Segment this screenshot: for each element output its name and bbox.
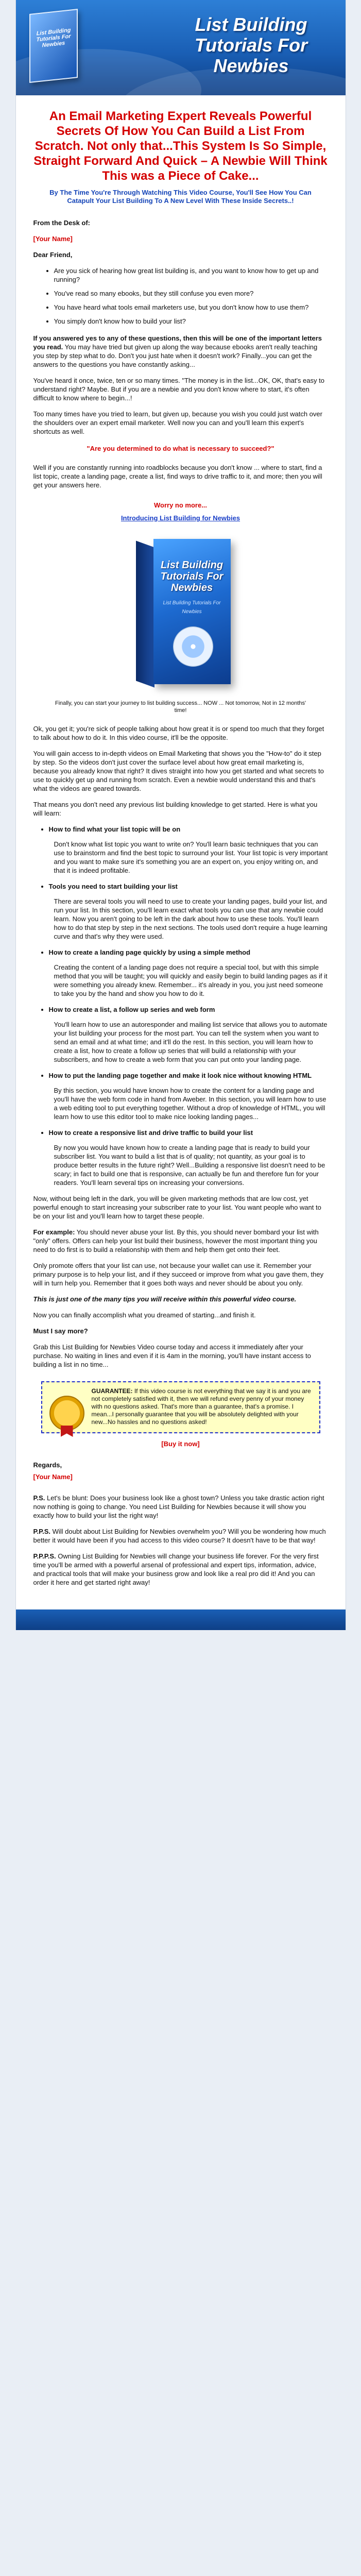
pps-paragraph	[33, 1527, 328, 1545]
finally-paragraph: Now you can finally accomplish what you dreamed of starting...and finish it.	[33, 1311, 256, 1319]
content	[16, 95, 346, 1609]
sales-letter	[15, 0, 346, 1630]
learning-item-title: • How to create a landing page quickly by using a simple method	[48, 948, 251, 956]
learning-item-title: • How to put the landing page together and make it look nice without knowing HTML	[48, 1072, 312, 1079]
ps-label: P.S.	[33, 1494, 45, 1502]
subheadline: By The Time You're Through Watching This Video Course, You'll See How You Can Catapult Your List Building To A New Level With These Inside Secrets..!	[49, 189, 312, 205]
learning-item	[49, 1071, 328, 1121]
buy-now-link[interactable]: [Buy it now]	[161, 1440, 200, 1448]
footer-strip	[16, 1609, 346, 1630]
example-paragraph	[33, 1228, 328, 1254]
learning-item	[49, 1005, 328, 1064]
must-say: Must I say more?	[33, 1327, 88, 1335]
header-banner	[16, 0, 346, 95]
header-product-box-label: List Building Tutorials For Newbies	[36, 27, 71, 49]
learning-item-desc: By now you would have known how to create a landing page that is ready to build your subscriber list. You want to build a list that is of quality; not quantity, as your goal is to produce better results in the future right? Well...Building a responsive list doesn't need to be scary; in fact to build one that is responsive, can actually be fun and therefore fun for your readers. You'll learn several tips on increasing your conversions.	[54, 1144, 325, 1187]
learning-item-desc: Don't know what list topic you want to write on? You'll learn basic techniques that you can use to brainstorm and find the best topic to surround your list. Your list topic is very important and you want to make sure it's something you are an expert on, you enjoy writing on, and that it is indeed profitable.	[54, 840, 328, 874]
one-tip-paragraph: This is just one of the many tips you will receive within this powerful video course.	[33, 1295, 297, 1303]
ps-text: Let's be blunt: Does your business look like a ghost town? Unless you take drastic action right now nothing is going to change. You need List Building for Newbies because it will show you exactly how to build your list the right way!	[33, 1494, 324, 1519]
product-title: List Building Tutorials For Newbies	[160, 560, 224, 594]
answer-rest: You may have tried but given up along the way because ebooks aren't really teaching you step by step what to do. Don't you just hate when it doesn't work? Finally...you can get the answers to the questions you have constantly asking...	[33, 343, 318, 368]
learning-item	[49, 825, 328, 875]
means-paragraph: That means you don't need any previous list building knowledge to get started. Here is what you will learn:	[33, 801, 318, 817]
intro-bullet-list	[33, 266, 328, 326]
answer-bold: If you answered yes to any of these questions, then this will be one of the important letters you read.	[33, 334, 322, 351]
now-paragraph: Now, without being left in the dark, you will be given marketing methods that are low cost, yet powerful enough to start increasing your subscriber rate to your list. You want people who want to be on your list and you'll learn how to target these people.	[33, 1195, 321, 1220]
ps-paragraph	[33, 1494, 328, 1520]
intro-bullet: • You've read so many ebooks, but they still confuse you even more?	[54, 289, 328, 298]
learning-item-desc: By this section, you would have known how to create the content for a landing page and you'll have the web form code in hand from Aweber. In this section, you will learn how to use a web editing tool to put everything together. Without a drop of knowledge of HTML, you will learn how to use this editor tool to make nice looking landing pages...	[54, 1087, 326, 1121]
grab-paragraph: Grab this List Building for Newbies Video course today and access it immediately after your purchase. No waiting in lines and even if it is 4am in the morning, you'll have instant access to building a list in no time...	[33, 1343, 311, 1368]
learning-item-desc: You'll learn how to use an autoresponder and mailing list service that allows you to automate your list building your process for the most part. You can tell the system when you want to send an email and at what time; and it'll do the rest. In this section, you will learn how to create a list, how to create a follow up series that will build a relationship with your subscribers, and how to create a web form that you can put onto your landing page.	[54, 1021, 328, 1063]
learning-item	[49, 882, 328, 941]
example-text: You should never abuse your list. By this, you should never bombard your list with "only" offers. Offers can help your list build their business, however the most important thing you need to do first is to build a relationship with them and help them get onto their feet.	[33, 1228, 319, 1253]
learning-item-title: • How to find what your list topic will be on	[48, 825, 181, 833]
learning-item-desc: There are several tools you will need to use to create your landing pages, build your list, and run your list. In this section, you'll learn exact what tools you can use that any newbie could learn. Now you aren't going to be left in the dark about how to use these tools. You'll learn how to do that step by step in the next sections. The tools used don't require a huge learning curve and that's why they were used.	[54, 897, 328, 940]
from-label: From the Desk of:	[33, 219, 91, 227]
learning-item	[49, 948, 328, 998]
access-paragraph: You will gain access to in-depth videos on Email Marketing that shows you the "How-to" do it step by step. So the videos don't just cover the surface level about how great email marketing is, because you already know that right? It dives straight into how you get started and what secrets to use to quickly get up and running from scratch. Even a newbie would understand this and that's what the videos are geared towards.	[33, 750, 324, 792]
product-caption: Finally, you can start your journey to list building success... NOW ... Not tomorrow, Not in 12 months' time!	[55, 700, 306, 714]
intro-bullet: • You simply don't know how to build your list?	[54, 317, 328, 326]
intro-bullet: • You have heard what tools email marketers use, but you don't know how to use them?	[54, 303, 328, 312]
example-label: For example:	[33, 1228, 75, 1236]
headline: An Email Marketing Expert Reveals Powerful Secrets Of How You Can Build a List From Scratch. Not only that...This System Is So Simple, Straight Forward And Quick – A Newbie Will Think This was a Piece of Cake...	[33, 109, 328, 183]
guarantee-box	[41, 1381, 320, 1433]
ppps-label: P.P.P.S.	[33, 1552, 56, 1560]
regards: Regards,	[33, 1461, 62, 1469]
cd-disc-icon	[173, 626, 213, 667]
product-spine	[136, 540, 154, 687]
guarantee-seal-icon	[49, 1396, 84, 1431]
product-box-image	[127, 533, 235, 692]
ppps-paragraph	[33, 1552, 328, 1587]
learning-item	[49, 1128, 328, 1187]
pps-label: P.P.S.	[33, 1528, 50, 1535]
product-subtitle: List Building Tutorials For Newbies	[163, 600, 221, 615]
learning-item-title: • How to create a list, a follow up series and web form	[48, 1006, 215, 1013]
guarantee-lead: GUARANTEE:	[91, 1387, 133, 1395]
times-paragraph: Too many times have you tried to learn, but given up, because you wish you could just watch over the shoulders over an expert email marketer. Well now you can and you'll learn this expert's shortcuts as well.	[33, 410, 322, 435]
pps-text: Will doubt about List Building for Newbies overwhelm you? Will you be wondering how much better it would have been if you had access to this video course? It doesn't have to be that way!	[33, 1528, 326, 1544]
worry-heading: Worry no more...	[153, 501, 208, 509]
heard-paragraph: You've heard it once, twice, ten or so many times. "The money is in the list...OK, OK, that's easy to understand right? Maybe. But if you are a newbie and you don't know where to start, it's often difficult to know where to begin...!	[33, 377, 324, 402]
learning-item-title: • How to create a responsive list and drive traffic to build your list	[48, 1129, 253, 1137]
from-name: [Your Name]	[33, 235, 73, 243]
ppps-text: Owning List Building for Newbies will change your business life forever. For the very first time you'll be armed with a powerful arsenal of professional and expert tips, information, advice, and practical tools that will make your business grow and look like a real pro did it! And you can order it here and get started right away!	[33, 1552, 319, 1586]
greeting: Dear Friend,	[33, 251, 73, 259]
answer-paragraph	[33, 334, 328, 369]
signature-name: [Your Name]	[33, 1473, 73, 1481]
only-paragraph: Only promote offers that your list can use, not because your wallet can use it. Remember your primary purpose is to help your list, and if they succeed or improve from what you gave them, they will in turn help you. Remember that it goes both ways and never should be about you only.	[33, 1262, 324, 1287]
learning-list	[33, 825, 328, 1187]
introducing-link[interactable]: Introducing List Building for Newbies	[121, 514, 240, 522]
determined-note: "Are you determined to do what is necessary to succeed?"	[87, 445, 274, 452]
roadblocks-paragraph: Well if you are constantly running into roadblocks because you don't know ... where to start, find a list topic, create a landing page, create a list, find ways to drive traffic to it, and more; then you will get your answers here.	[33, 464, 322, 489]
guarantee-text: If this video course is not everything that we say it is and you are not completely satisfied with it, then we will refund every penny of your money with no questions asked. That's more than a guarantee, that's a promise. I mean...I personally guarantee that you will be absolutely delighted with your new...No hassles and no questions asked!	[91, 1387, 311, 1426]
intro-bullet: • Are you sick of hearing how great list building is, and you want to know how to get up and running?	[54, 266, 328, 284]
header-title: List Building Tutorials For Newbies	[194, 14, 308, 76]
header-product-box	[29, 9, 78, 83]
learning-item-desc: Creating the content of a landing page does not require a special tool, but with this simple method that you will be taught; you will quickly and easily begin to build landing pages as if it were something you already knew. Remember... it's already in you, you just need someone to take you by the hand and show you how to do it.	[54, 963, 328, 997]
ok-paragraph: Ok, you get it; you're sick of people talking about how great it is or spend too much that they forget to talk about how to do it. In this video course, it'll be the opposite.	[33, 725, 324, 741]
learning-item-title: • Tools you need to start building your list	[48, 883, 178, 890]
